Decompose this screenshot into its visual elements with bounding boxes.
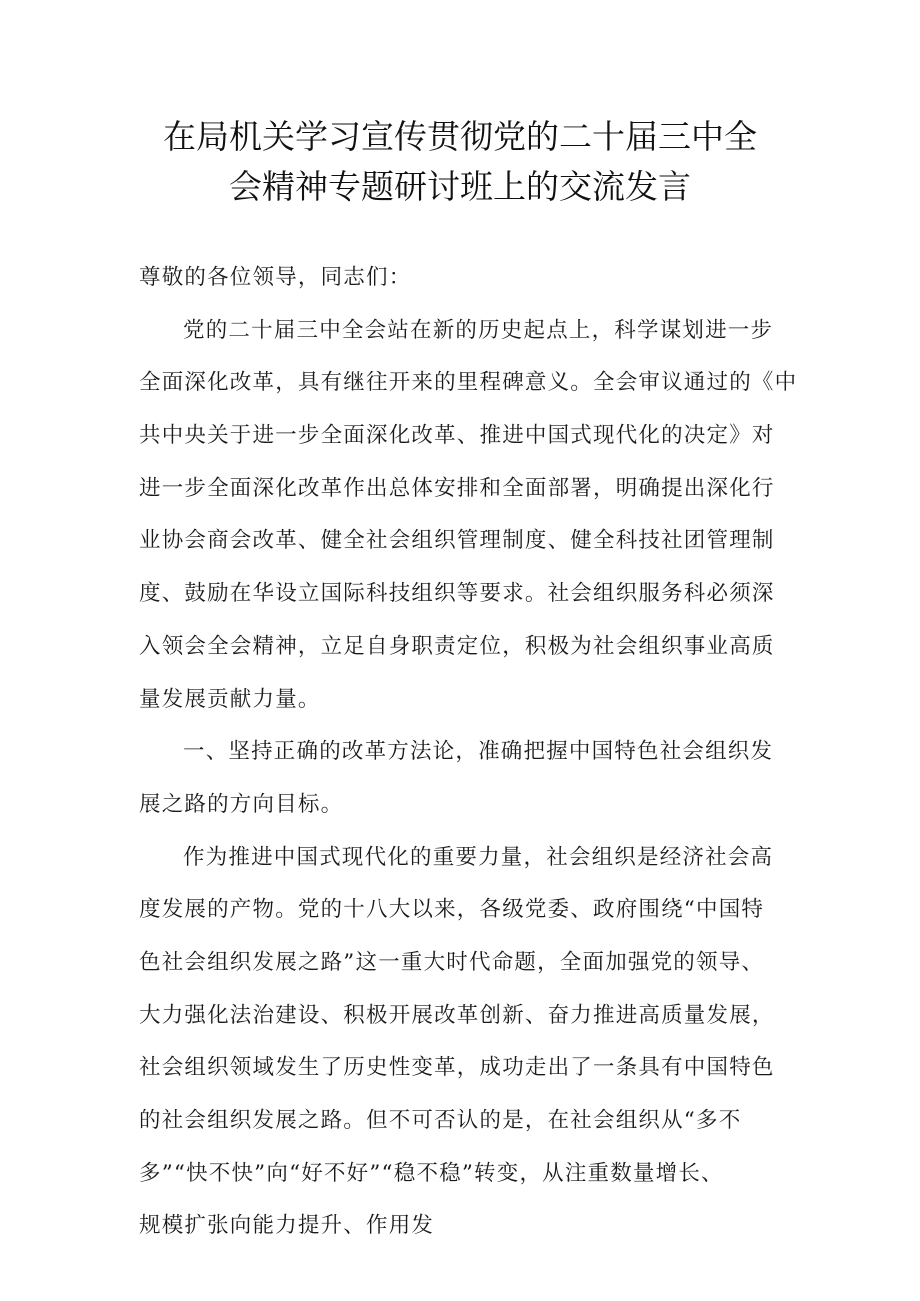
section-heading-line: 展之路的方向目标。: [139, 791, 344, 817]
body-line: 的社会组织发展之路。但不可否认的是，在社会组织从“多不: [139, 1108, 742, 1133]
body-line: 共中央关于进一步全面深化改革、推进中国式现代化的决定》对: [139, 423, 775, 449]
body-line: 党的二十届三中全会站在新的历史起点上，科学谋划进一步: [183, 317, 774, 343]
body-line: 业协会商会改革、健全社会组织管理制度、健全科技社团管理制: [139, 528, 775, 554]
body-line: 进一步全面深化改革作出总体安排和全面部署，明确提出深化行: [139, 475, 775, 501]
title-line-2: 会精神专题研讨班上的交流发言: [229, 167, 691, 206]
title-line-1: 在局机关学习宣传贯彻党的二十届三中全: [163, 117, 757, 156]
salutation: 尊敬的各位领导，同志们：: [139, 265, 412, 290]
section-heading-line: 一、坚持正确的改革方法论，准确把握中国特色社会组织发: [183, 739, 774, 765]
body-line: 色社会组织发展之路”这一重大时代命题，全面加强党的领导、: [139, 949, 765, 975]
document-body: [139, 252, 799, 1253]
body-line: 大力强化法治建设、积极开展改革创新、奋力推进高质量发展，: [139, 1002, 775, 1028]
body-line: 入领会全会精神，立足自身职责定位，积极为社会组织事业高质: [139, 633, 775, 659]
body-line: 作为推进中国式现代化的重要力量，社会组织是经济社会高: [183, 844, 774, 870]
body-line: 全面深化改革，具有继往开来的里程碑意义。全会审议通过的《中: [139, 370, 798, 396]
body-line: 度发展的产物。党的十八大以来，各级党委、政府围绕“中国特: [139, 897, 765, 923]
document-title: [140, 112, 780, 212]
body-line: 度、鼓励在华设立国际科技组织等要求。社会组织服务科必须深: [139, 581, 775, 607]
body-line: 量发展贡献力量。: [139, 686, 321, 712]
body-line: 社会组织领域发生了历史性变革，成功走出了一条具有中国特色: [139, 1055, 775, 1081]
body-line: 多”“快不快”向“好不好”“稳不稳”转变，从注重数量增长、: [139, 1160, 724, 1186]
body-line: 规模扩张向能力提升、作用发: [139, 1213, 435, 1239]
